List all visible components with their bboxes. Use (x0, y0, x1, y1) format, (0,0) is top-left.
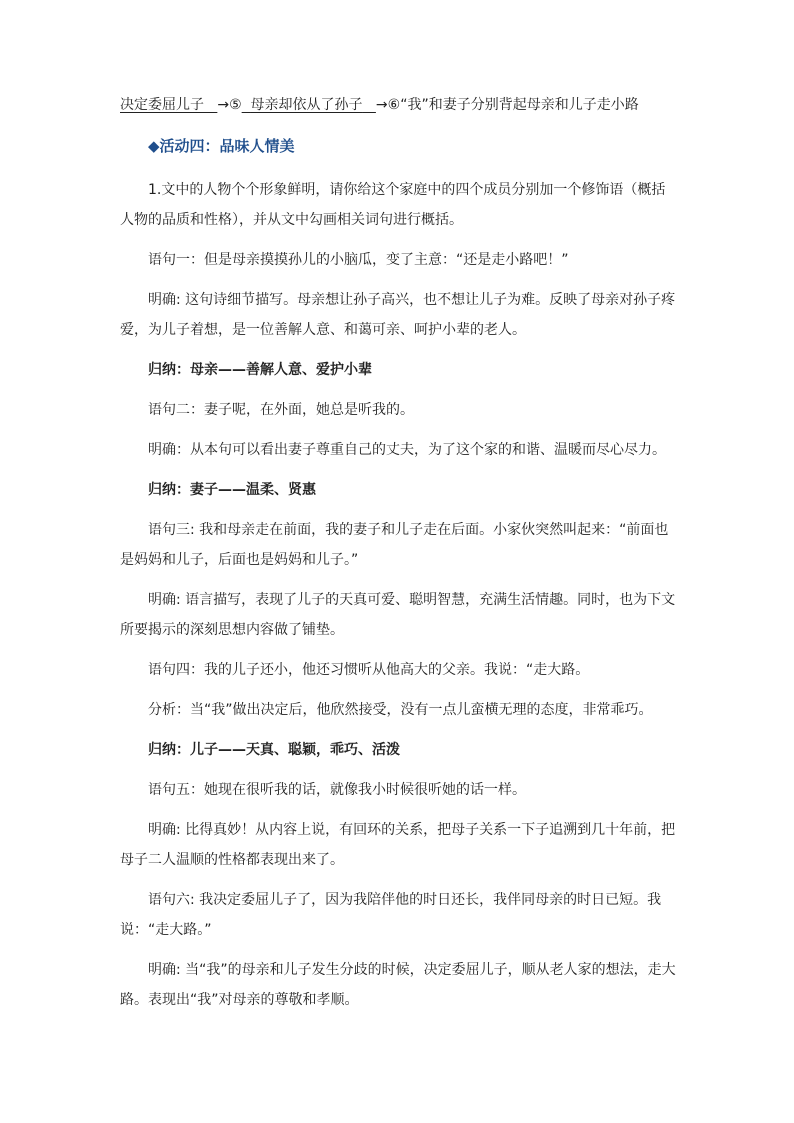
sentence-6-clarify: 明确: 当“我”的母亲和儿子发生分歧的时候，决定委屈儿子，顺从老人家的想法，走大路。表现出“我”对母亲的尊敬和孝顺。 (120, 962, 676, 1008)
sentence-1-summary: 归纳：母亲——善解人意、爱护小辈 (148, 362, 372, 378)
sentence-4-analysis: 分析：当“我”做出决定后，他欣然接受，没有一点儿蛮横无理的态度，非常乖巧。 (148, 702, 653, 718)
sentence-2-clarify: 明确：从本句可以看出妻子尊重自己的丈夫，为了这个家的和谐、温暖而尽心尽力。 (148, 442, 666, 458)
question-text: 1.文中的人物个个形象鲜明，请你给这个家庭中的四个成员分别加一个修饰语（概括人物的品质和性格），并从文中勾画相关词句进行概括。 (120, 182, 666, 228)
sentence-6: 语句六: 我决定委屈儿子了，因为我陪伴他的时日还长，我伴同母亲的时日已短。我说：“走大路。” (120, 892, 662, 938)
sentence-1: 语句一：但是母亲摸摸孙儿的小脑瓜，变了主意：“还是走小路吧！” (148, 252, 569, 268)
sentence-1-clarify: 明确: 这句诗细节描写。母亲想让孙子高兴，也不想让儿子为难。反映了母亲对孙子疼爱，为儿子着想，是一位善解人意、和蔼可亲、呵护小辈的老人。 (120, 292, 676, 338)
arrow-5: →⑤ (217, 97, 242, 113)
sentence-3-clarify: 明确: 语言描写，表现了儿子的天真可爱、聪明智慧，充满生活情趣。同时，也为下文所要揭示的深刻思想内容做了铺垫。 (120, 592, 676, 638)
sentence-5-clarify: 明确: 比得真妙！从内容上说，有回环的关系，把母子关系一下子追溯到几十年前，把母子二人温顺的性格都表现出来了。 (120, 822, 676, 868)
sentence-2: 语句二：妻子呢，在外面，她总是听我的。 (148, 402, 414, 418)
answer-4: 决定委屈儿子 (120, 97, 204, 113)
sentence-4: 语句四：我的儿子还小，他还习惯听从他高大的父亲。我说：“走大路。 (148, 662, 590, 678)
top-line (120, 93, 676, 117)
sentence-4-summary: 归纳：儿子——天真、聪颖，乖巧、活泼 (148, 742, 400, 758)
sentence-5: 语句五：她现在很听我的话，就像我小时候很听她的话一样。 (148, 782, 526, 798)
answer-6: “我”和妻子分别背起母亲和儿子走小路 (400, 97, 639, 113)
arrow-6: →⑥ (375, 97, 401, 113)
sentence-3: 语句三: 我和母亲走在前面，我的妻子和儿子走在后面。小家伙突然叫起来：“前面也是妈妈和儿子，后面也是妈妈和儿子。” (120, 522, 669, 568)
sentence-2-summary: 归纳：妻子——温柔、贤惠 (148, 482, 316, 498)
answer-5: 母亲却依从了孙子 (250, 97, 363, 113)
section-heading: ◆活动四：品味人情美 (148, 137, 295, 155)
document-page (120, 93, 676, 1015)
